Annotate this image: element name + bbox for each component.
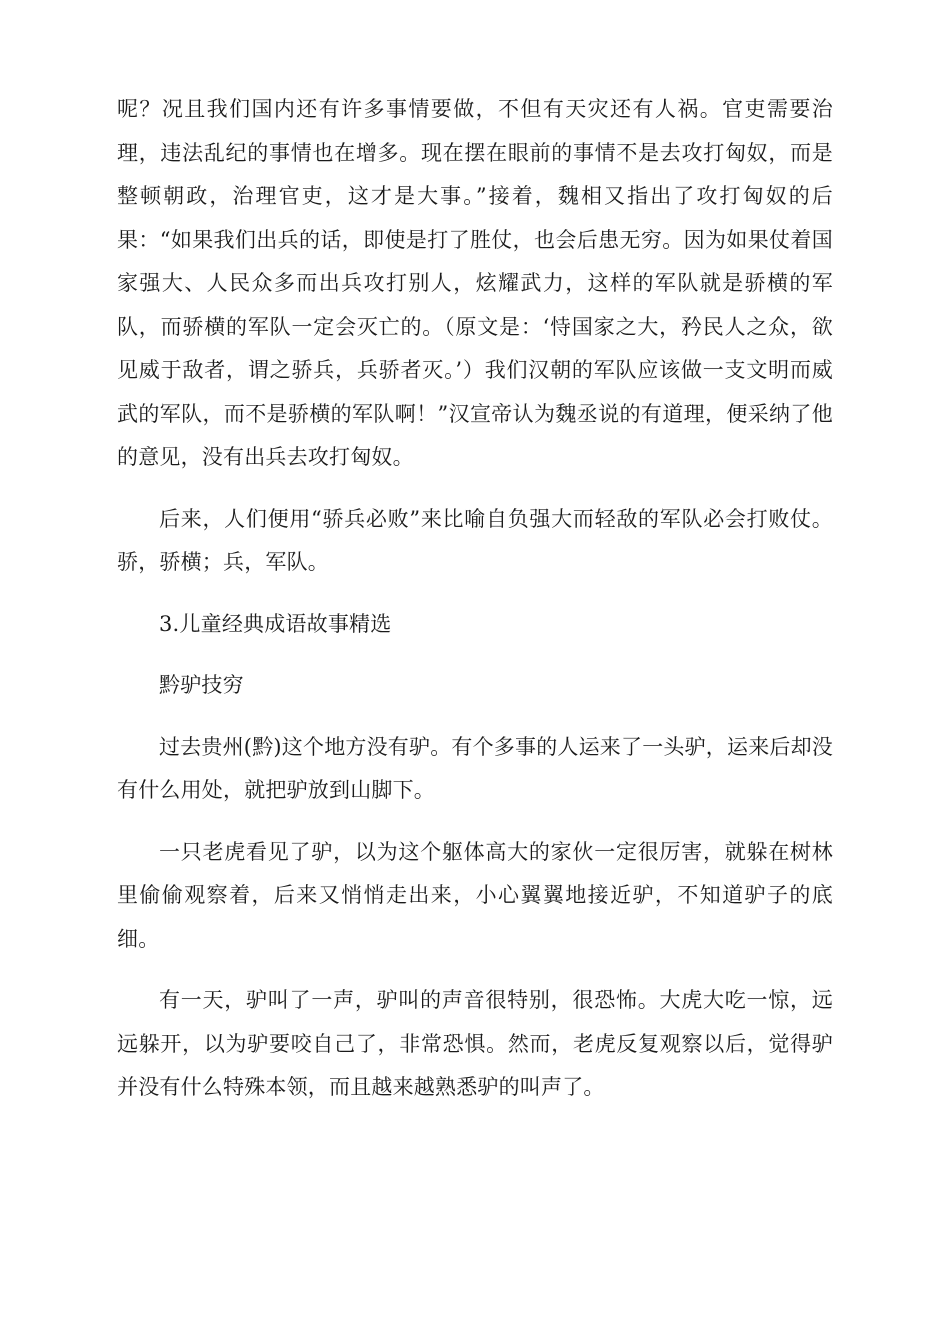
story-paragraph-3: 有一天，驴叫了一声，驴叫的声音很特别，很恐怖。大虎大吃一惊，远远躲开，以为驴要咬自己了，非常恐惧。然而，老虎反复观察以后，觉得驴并没有什么特殊本领，而且越来越熟悉驴的叫声了。 — [117, 988, 833, 1099]
document-page — [117, 88, 833, 1128]
story-paragraph-2: 一只老虎看见了驴，以为这个躯体高大的家伙一定很厉害，就躲在树林里偷偷观察着，后来又悄悄走出来，小心翼翼地接近驴，不知道驴子的底细。 — [117, 839, 833, 951]
story-title: 黔驴技穷 — [159, 673, 244, 697]
story-paragraph-1: 过去贵州(黔)这个地方没有驴。有个多事的人运来了一头驴，运来后却没有什么用处，就把驴放到山脚下。 — [117, 734, 833, 802]
section-heading: 3.儿童经典成语故事精选 — [159, 611, 392, 636]
paragraph-idiom-meaning: 后来，人们便用“骄兵必败”来比喻自负强大而轻敌的军队必会打败仗。骄，骄横；兵，军队。 — [117, 506, 833, 574]
paragraph-continuation: 呢？况且我们国内还有许多事情要做，不但有天灾还有人祸。官吏需要治理，违法乱纪的事情也在增多。现在摆在眼前的事情不是去攻打匈奴，而是整顿朝政，治理官吏，这才是大事。”接着，魏相又指出了攻打匈奴的后果：“如果我们出兵的话，即使是打了胜仗，也会后患无穷。因为如果仗着国家强大、人民众多而出兵攻打别人，炫耀武力，这样的军队就是骄横的军队，而骄横的军队一定会灭亡的。（原文是：‘恃国家之大，矜民人之众，欲见威于敌者，谓之骄兵，兵骄者灭。’）我们汉朝的军队应该做一支文明而威武的军队，而不是骄横的军队啊！”汉宣帝认为魏丞说的有道理，便采纳了他的意见，没有出兵去攻打匈奴。 — [117, 97, 833, 469]
